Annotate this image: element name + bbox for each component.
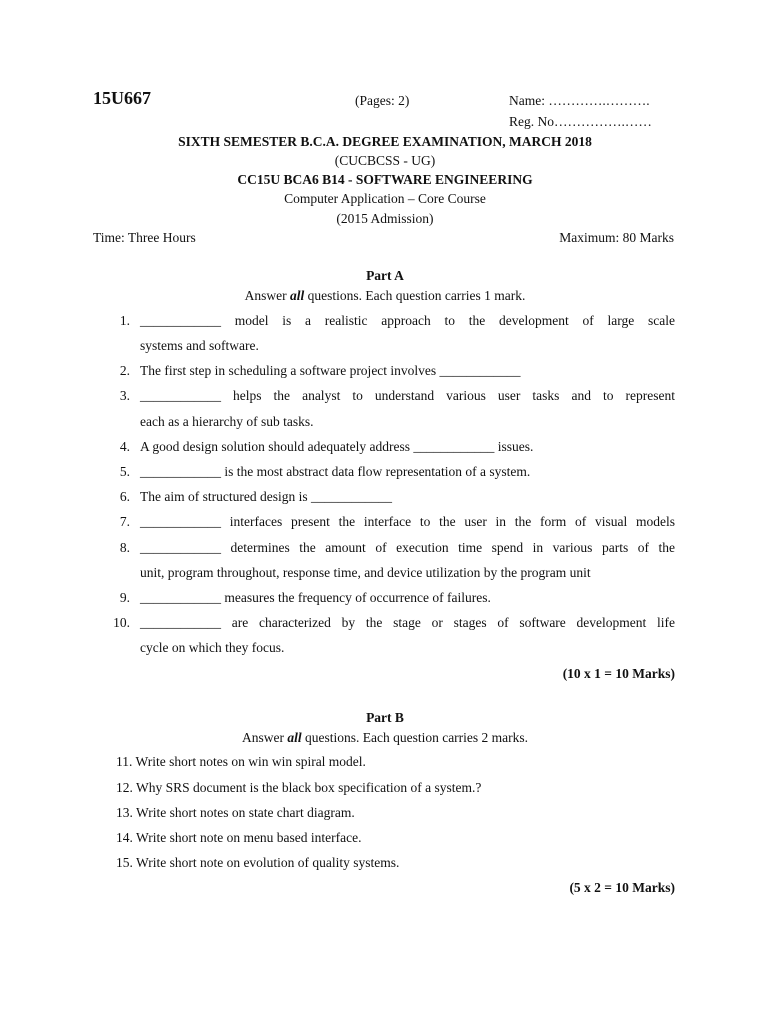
part-b-marks: (5 x 2 = 10 Marks) [569, 880, 675, 895]
part-a-title: Part A [366, 268, 404, 283]
question-8-continued: unit, program throughout, response time, and device utilization by the program unit [140, 565, 591, 580]
question-1-continued: systems and software. [140, 338, 259, 353]
question-text: ____________ determines the amount of execution time spend in various parts of the [140, 540, 675, 555]
instr-pre: Answer [241, 730, 288, 745]
question-14: 14. Write short note on menu based interface. [116, 830, 362, 845]
part-b-title: Part B [366, 710, 404, 725]
question-number: 5. [119, 464, 130, 479]
part-b-instructions [0, 730, 770, 746]
question-number: 7. [119, 514, 130, 529]
question-13: 13. Write short notes on state chart diagram. [116, 805, 355, 820]
question-number: 8. [119, 540, 130, 555]
scheme: (CUCBCSS - UG) [334, 153, 436, 168]
time-allowed: Time: Three Hours [93, 230, 196, 245]
question-10-continued: cycle on which they focus. [140, 640, 285, 655]
question-number: 10. [113, 615, 130, 630]
reg-number-field: Reg. No…………….…… [509, 114, 652, 129]
question-number: 1. [119, 313, 130, 328]
part-a-marks: (10 x 1 = 10 Marks) [562, 666, 675, 681]
page-count: (Pages: 2) [355, 93, 410, 108]
question-text: ____________ helps the analyst to understand various user tasks and to represent [140, 388, 675, 403]
instr-emphasis: all [289, 288, 305, 303]
name-field: Name: ………….………. [509, 93, 650, 108]
question-number: 4. [119, 439, 130, 454]
question-number: 9. [119, 590, 130, 605]
question-text: A good design solution should adequately address ____________ issues. [140, 439, 534, 454]
question-number: 2. [119, 363, 130, 378]
question-text: ____________ are characterized by the stage or stages of software development life [140, 615, 675, 630]
instr-pre: Answer [244, 288, 290, 303]
question-text: ____________ is the most abstract data flow representation of a system. [140, 464, 531, 479]
exam-title: SIXTH SEMESTER B.C.A. DEGREE EXAMINATION, MARCH 2018 [178, 134, 592, 149]
question-number: 6. [119, 489, 130, 504]
instr-post: questions. Each question carries 2 marks. [301, 730, 529, 745]
maximum-marks: Maximum: 80 Marks [559, 230, 674, 245]
question-text: The first step in scheduling a software project involves ____________ [140, 363, 521, 378]
question-15: 15. Write short note on evolution of quality systems. [116, 855, 400, 870]
paper-code: 15U667 [93, 88, 151, 108]
part-a-instructions [0, 288, 770, 304]
question-text: The aim of structured design is ____________ [140, 489, 392, 504]
question-text: ____________ interfaces present the interface to the user in the form of visual models [140, 514, 675, 529]
instr-post: questions. Each question carries 1 mark. [304, 288, 526, 303]
subject: Computer Application – Core Course [284, 191, 486, 206]
course-title: CC15U BCA6 B14 - SOFTWARE ENGINEERING [237, 172, 533, 187]
question-text: ____________ measures the frequency of occurrence of failures. [140, 590, 491, 605]
question-text: ____________ model is a realistic approach to the development of large scale [140, 313, 675, 328]
question-3-continued: each as a hierarchy of sub tasks. [140, 414, 314, 429]
question-12: 12. Why SRS document is the black box specification of a system.? [116, 780, 482, 795]
question-11: 11. Write short notes on win win spiral model. [116, 754, 366, 769]
admission: (2015 Admission) [336, 211, 434, 226]
instr-emphasis: all [287, 730, 302, 745]
question-number: 3. [119, 388, 130, 403]
